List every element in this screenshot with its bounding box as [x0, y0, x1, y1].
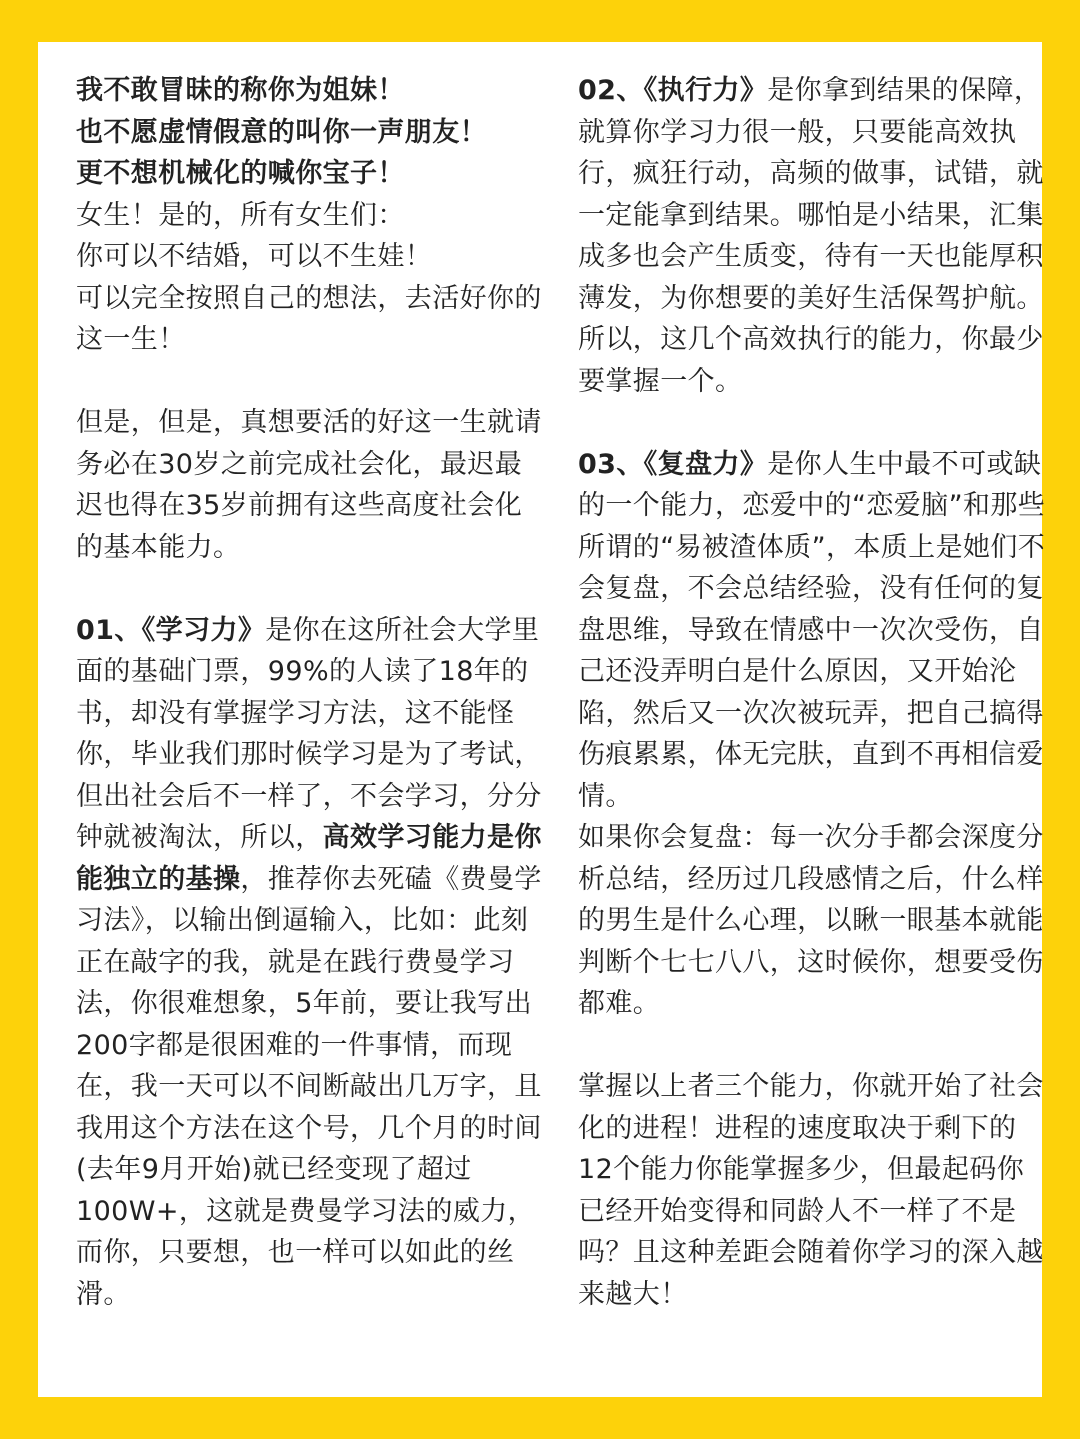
intro-line-1: 女生！是的，所有女生们：	[76, 199, 405, 231]
section-learning-text-a: 是你在这所社会大学里面的基础门票，99%的人读了18年的书，却没有掌握学习方法，这不能怪你，毕业我们那时候学习是为了考试，但出社会后不一样了，不会学习，分分钟就被淘汰，所以，	[76, 614, 542, 853]
intro-line-2: 你可以不结婚，可以不生娃！	[76, 241, 433, 272]
spacer	[76, 568, 546, 610]
section-review-text: 是你人生中最不可或缺的一个能力，恋爱中的“恋爱脑”和那些所谓的“易被渣体质”，本质上是她们不会复盘，不会总结经验，没有任何的复盘思维，导致在情感中一次次受伤，自己还没弄明白是什么原因，又开始沦陷，然后又一次次被玩弄，把自己搞得伤痕累累，体无完肤，直到不再相信爱情。	[578, 448, 1046, 812]
intro-line-3: 可以完全按照自己的想法，去活好你的这一生！	[76, 282, 542, 355]
left-column	[76, 70, 546, 1315]
spacer	[578, 402, 1048, 444]
section-review-title: 03、《复盘力》	[578, 448, 768, 480]
spacer	[578, 1025, 1048, 1067]
spacer	[76, 361, 546, 403]
right-column	[578, 70, 1048, 1315]
section-execution-title: 02、《执行力》	[578, 75, 768, 106]
section-execution	[578, 70, 1048, 402]
conclusion-paragraph: 掌握以上者三个能力，你就开始了社会化的进程！进程的速度取决于剩下的12个能力你能掌握多少，但最起码你已经开始变得和同龄人不一样了不是吗？且这种差距会随着你学习的深入越来越大！	[578, 1071, 1044, 1310]
section-learning	[76, 610, 546, 1316]
intro-bold-line-2: 也不愿虚情假意的叫你一声朋友！	[76, 116, 487, 148]
section-learning-text-b: ，推荐你去死磕《费曼学习法》，以输出倒逼输入，比如：此刻正在敲字的我，就是在践行费曼学习法，你很难想象，5年前，要让我写出200字都是很困难的一件事情，而现在，我一天可以不间断敲出几万字，且我用这个方法在这个号，几个月的时间(去年9月开始)就已经变现了超过100W+，这就是费曼学习法的威力，而你，只要想，也一样可以如此的丝滑。	[76, 863, 542, 1310]
content-card	[38, 42, 1046, 1397]
section-execution-text: 是你拿到结果的保障，就算你学习力很一般，只要能高效执行，疯狂行动，高频的做事，试错，就一定能拿到结果。哪怕是小结果，汇集成多也会产生质变，待有一天也能厚积薄发，为你想要的美好生活保驾护航。所以，这几个高效执行的能力，你最少要掌握一个。	[578, 75, 1044, 397]
intro-bold-line-3: 更不想机械化的喊你宝子！	[76, 158, 405, 189]
section-learning-highlight: 高效学习能力是你能独立的基操	[76, 822, 542, 895]
section-learning-title: 01、《学习力》	[76, 614, 266, 646]
intro-bold-line-1: 我不敢冒昧的称你为姐妹！	[76, 75, 405, 106]
paragraph-socialization: 但是，但是，真想要活的好这一生就请务必在30岁之前完成社会化，最迟最迟也得在35岁前拥有这些高度社会化的基本能力。	[76, 407, 542, 563]
section-review-text-2: 如果你会复盘：每一次分手都会深度分析总结，经历过几段感情之后，什么样的男生是什么心理，以瞅一眼基本就能判断个七七八八，这时候你，想要受伤都难。	[578, 822, 1044, 1019]
section-review	[578, 444, 1048, 818]
